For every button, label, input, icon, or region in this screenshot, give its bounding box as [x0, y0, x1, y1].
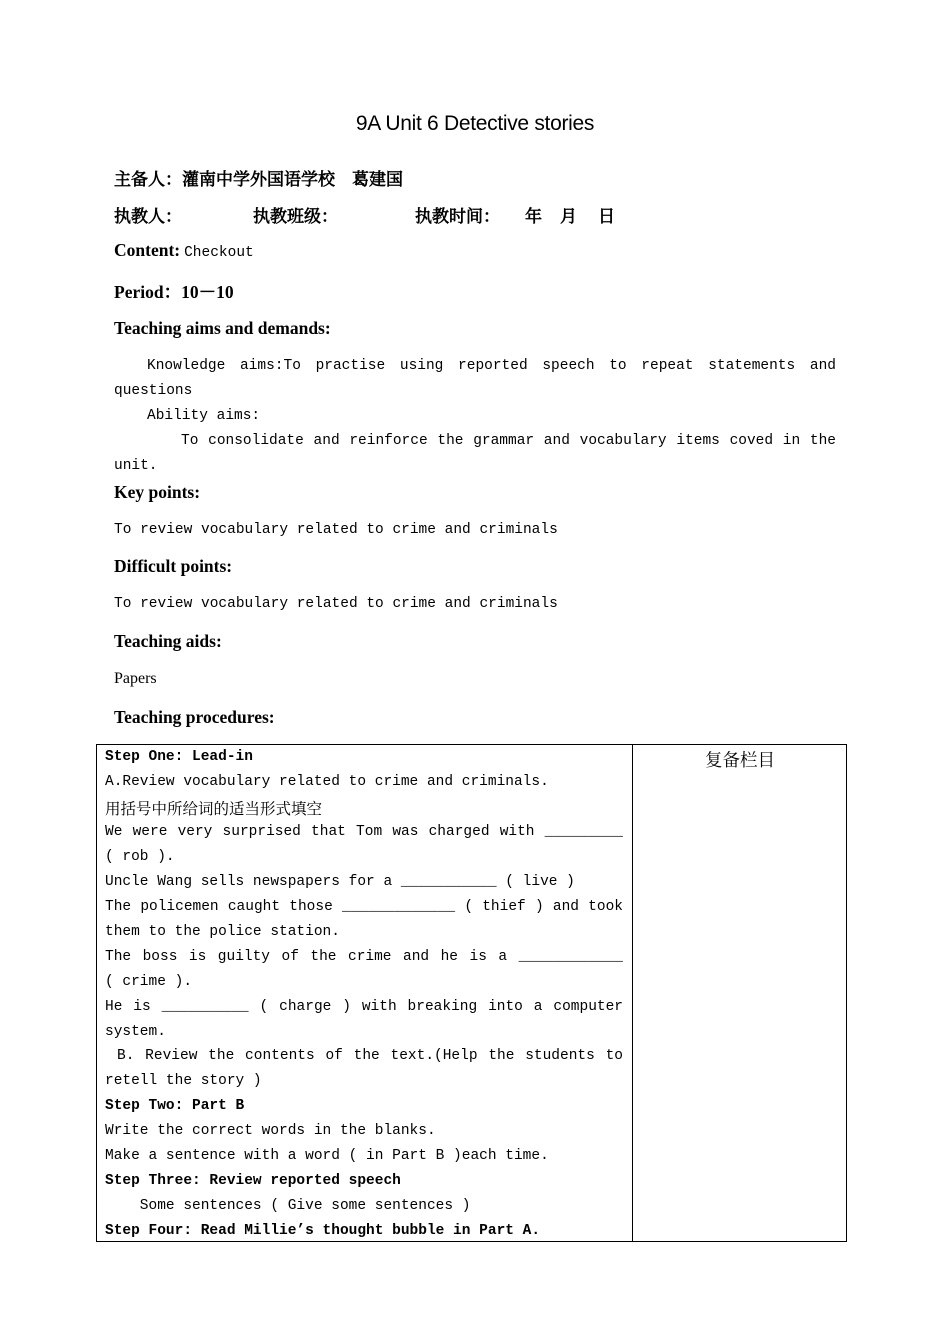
- procedure-line: Step Two: Part B: [105, 1098, 245, 1114]
- period-value: 10－10: [181, 282, 234, 302]
- procedures-heading: Teaching procedures:: [114, 707, 275, 727]
- teaching-aids-heading: Teaching aids:: [114, 631, 222, 651]
- notes-column-header: 复备栏目: [705, 750, 775, 770]
- teaching-aids-text: Papers: [114, 670, 157, 687]
- procedure-line: ( rob ).: [105, 849, 175, 865]
- date-month: 月: [560, 207, 577, 226]
- knowledge-aims-line2: questions: [114, 383, 193, 399]
- procedure-line: A.Review vocabulary related to crime and criminals.: [105, 774, 549, 790]
- teacher-label: 执教人：: [114, 207, 182, 226]
- procedure-line: system.: [105, 1024, 166, 1040]
- period-line: [114, 279, 234, 304]
- procedure-line: He is __________ ( charge ) with breaking into a computer: [105, 999, 623, 1015]
- procedure-line: Some sentences ( Give some sentences ): [105, 1198, 471, 1214]
- time-label: 执教时间：: [415, 207, 500, 226]
- aims-heading: Teaching aims and demands:: [114, 318, 331, 338]
- date-day: 日: [598, 207, 615, 226]
- procedure-line: The policemen caught those _____________ ( thief ) and took: [105, 899, 623, 915]
- procedure-line: Step Four: Read Millie’s thought bubble in Part A.: [105, 1223, 541, 1239]
- procedure-line: Uncle Wang sells newspapers for a ___________ ( live ): [105, 874, 575, 890]
- procedure-line: Step Three: Review reported speech: [105, 1173, 401, 1189]
- difficult-points-text: To review vocabulary related to crime and criminals: [114, 596, 558, 612]
- table-column-divider: [632, 745, 633, 1241]
- ability-aims-line2: unit.: [114, 458, 158, 474]
- date-year: 年: [525, 207, 542, 226]
- content-value: Checkout: [184, 245, 254, 261]
- ability-aims-label: Ability aims:: [147, 408, 261, 424]
- content-line: [114, 240, 254, 261]
- page-title: 9A Unit 6 Detective stories: [355, 112, 595, 135]
- knowledge-aims-line1: Knowledge aims:To practise using reported speech to repeat statements and: [147, 358, 836, 374]
- class-label: 执教班级：: [253, 207, 338, 226]
- procedure-line: Make a sentence with a word ( in Part B )each time.: [105, 1148, 549, 1164]
- preparer-value: 灌南中学外国语学校 葛建国: [182, 170, 403, 189]
- procedure-line: ( crime ).: [105, 974, 193, 990]
- difficult-points-heading: Difficult points:: [114, 556, 233, 576]
- procedure-line: Step One: Lead-in: [105, 749, 253, 765]
- preparer-label: 主备人：: [114, 170, 182, 189]
- ability-aims-line1: To consolidate and reinforce the grammar and vocabulary items coved in the: [181, 433, 836, 449]
- period-label: Period：: [114, 282, 182, 302]
- procedure-line: Write the correct words in the blanks.: [105, 1123, 436, 1139]
- key-points-text: To review vocabulary related to crime and criminals: [114, 522, 558, 538]
- procedure-line: We were very surprised that Tom was charged with _________: [105, 824, 623, 840]
- procedure-line: 用括号中所给词的适当形式填空: [105, 801, 323, 818]
- procedure-line: B. Review the contents of the text.(Help the students to: [117, 1048, 623, 1064]
- preparer-line: [114, 165, 403, 190]
- procedure-line: them to the police station.: [105, 924, 340, 940]
- key-points-heading: Key points:: [114, 482, 201, 502]
- content-label: Content:: [114, 240, 181, 260]
- procedures-table: [96, 744, 847, 1242]
- procedure-line: retell the story ): [105, 1073, 262, 1089]
- procedure-line: The boss is guilty of the crime and he is a ____________: [105, 949, 623, 965]
